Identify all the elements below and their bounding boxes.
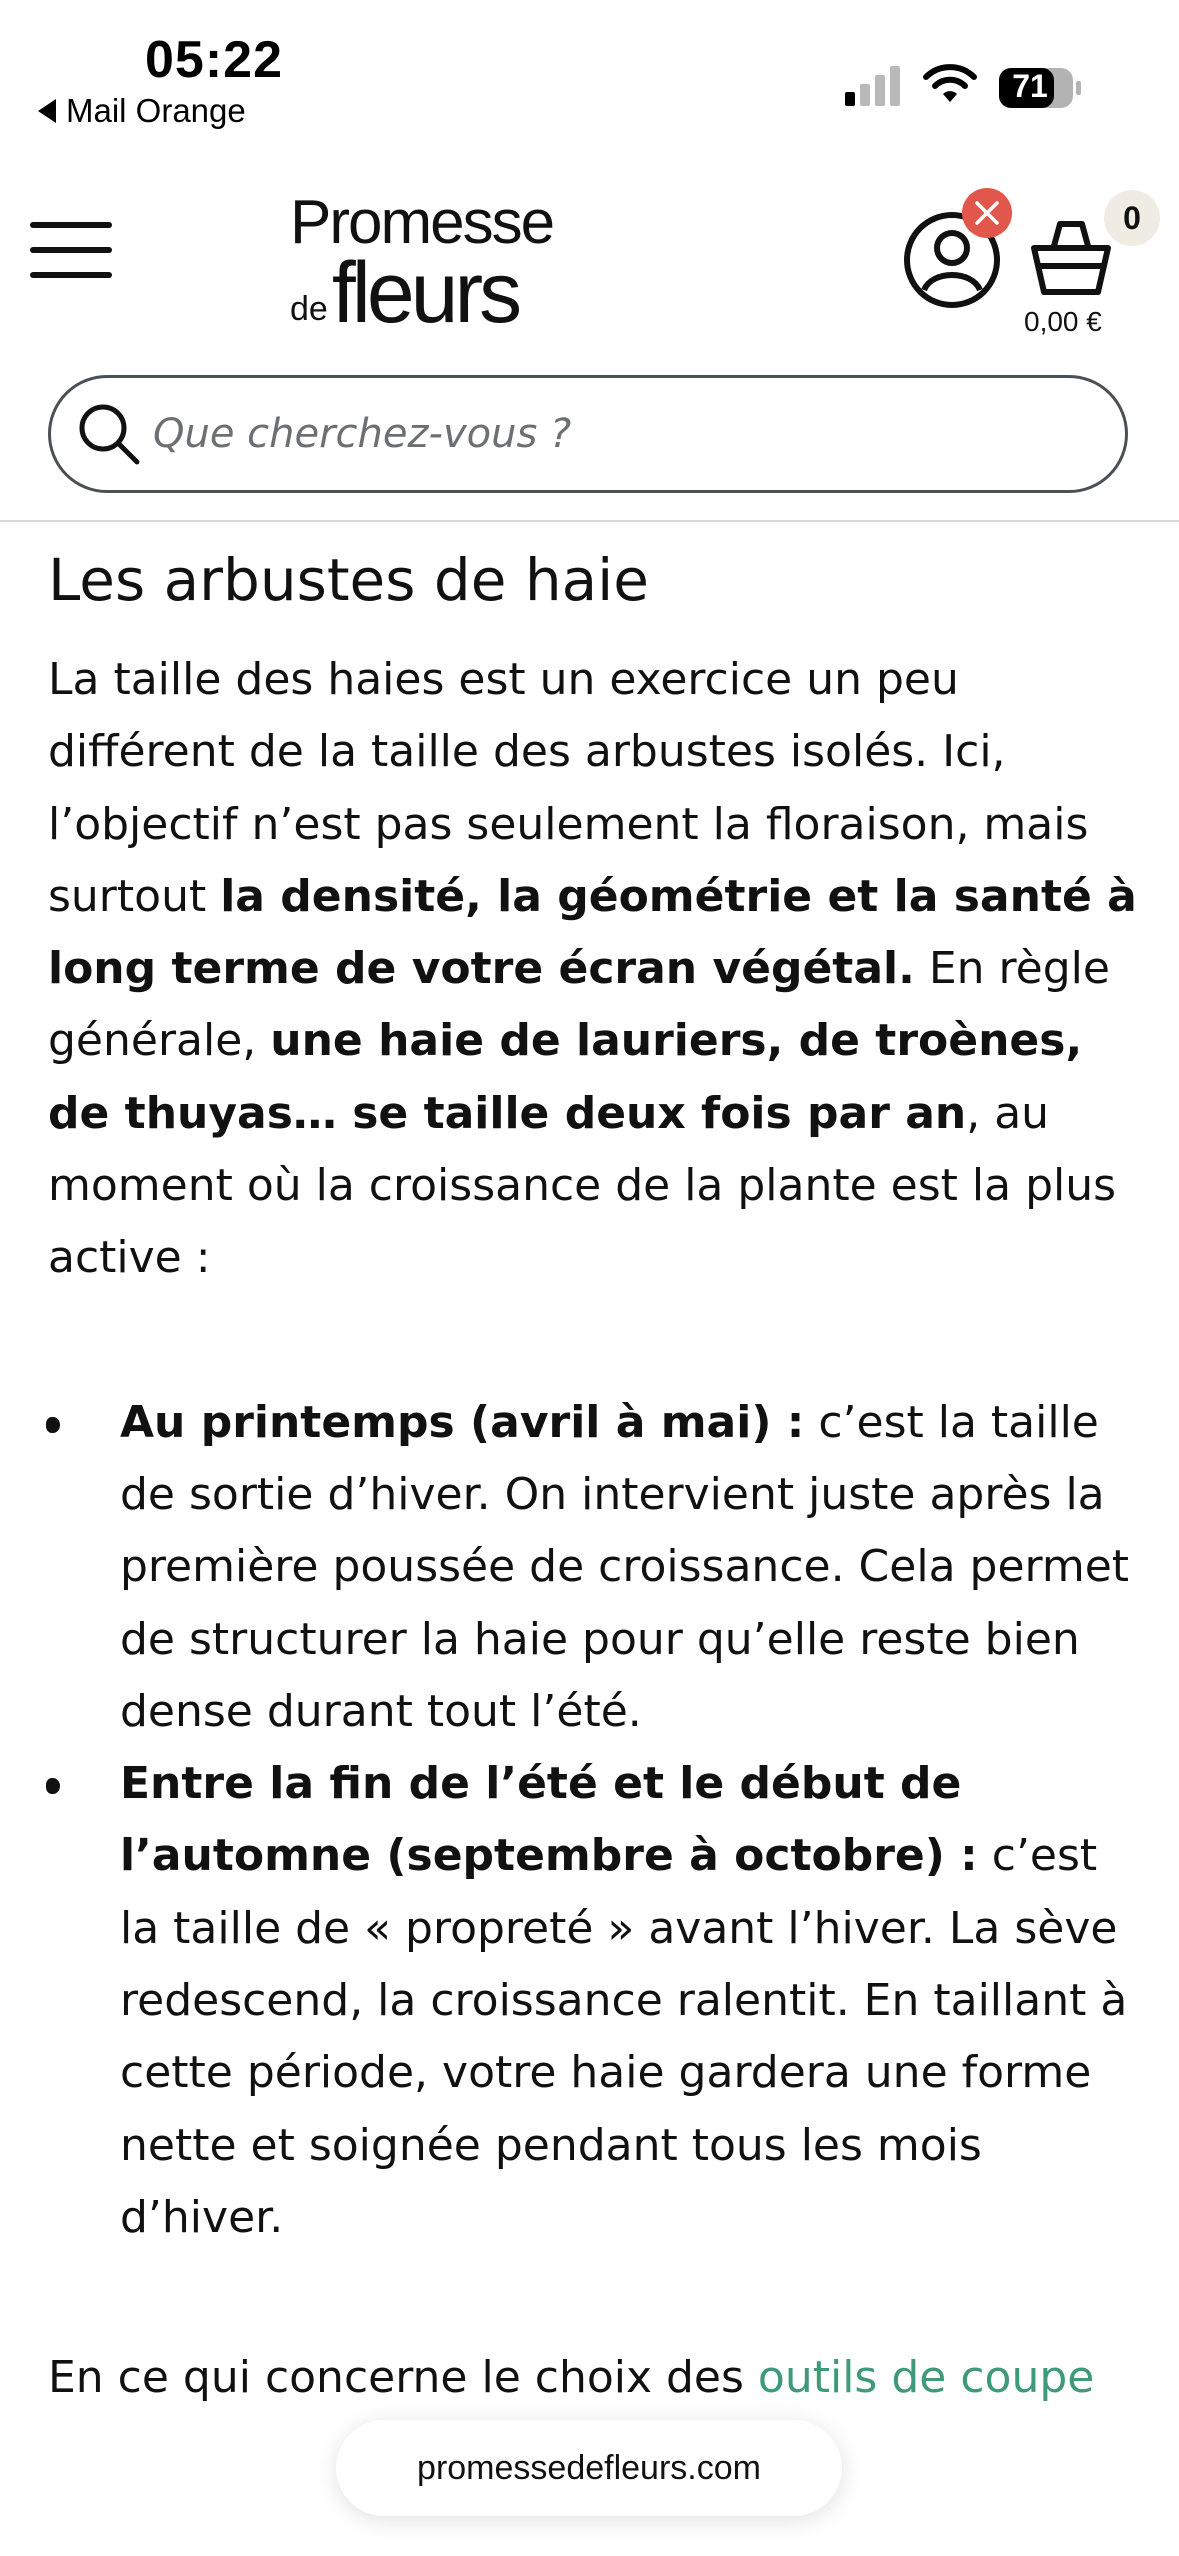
tools-link[interactable]: outils de coupe [757, 2352, 1095, 2403]
article-content [48, 520, 1148, 2254]
back-to-app-link[interactable] [38, 92, 246, 130]
intro-paragraph [48, 644, 1148, 1295]
list-item-text: c’est la taille de « propreté » avant l’hiver. La sève redescend, la croissance ralentit. En taillant à cette période, votre haie gardera une forme nette et soignée pendant tous les mois d’hiver. [120, 1830, 1128, 2243]
bullet-dot-icon [46, 1778, 60, 1794]
para-text-3: , au moment où la croissance de la plante est la plus active : [48, 1087, 1117, 1284]
list-item-bold: Au printemps (avril à mai) : [120, 1396, 805, 1448]
wifi-icon [922, 62, 978, 104]
shopping-basket-icon[interactable] [1030, 218, 1112, 298]
back-triangle-icon [38, 99, 56, 123]
browser-url-bar[interactable]: promessedefleurs.com [336, 2420, 842, 2516]
list-item-text: c’est la taille de sortie d’hiver. On intervient juste après la première poussée de croissance. Cela permet de structurer la haie pour qu’elle reste bien dense durant tout l’été. [120, 1396, 1130, 1737]
logo-text-de: de [290, 290, 328, 328]
search-bar[interactable] [48, 375, 1128, 493]
search-input[interactable] [151, 410, 1055, 458]
para-text-1: La taille des haies est un exercice un peu différent de la taille des arbustes isolés. Ici, l’objectif n’est pas seulement la floraison, mais surtout [48, 654, 1089, 922]
hamburger-menu-icon[interactable] [30, 220, 112, 280]
search-icon [77, 402, 141, 466]
logo-text-top: Promesse [290, 188, 554, 257]
bullet-dot-icon [46, 1417, 60, 1433]
cart-total-price: 0,00 € [1024, 306, 1102, 337]
logo-text-fleurs: fleurs [331, 245, 519, 341]
status-time: 05:22 [145, 31, 283, 89]
cellular-signal-icon [845, 64, 905, 106]
battery-percent: 71 [1012, 68, 1048, 104]
battery-indicator [998, 66, 1082, 115]
site-logo[interactable] [290, 188, 554, 341]
para-text-2: En règle générale, [48, 943, 1110, 1067]
cart-count-badge: 0 [1104, 190, 1160, 246]
cut-line-text: En ce qui concerne le choix des [48, 2352, 758, 2403]
list-item-bold: Entre la fin de l’été et le début de l’automne (septembre à octobre) : [120, 1758, 978, 1882]
para-bold-2: une haie de lauriers, de troènes, de thuyas… se taille deux fois par an [48, 1015, 1083, 1139]
partially-visible-line [48, 2352, 1148, 2403]
close-x-icon [973, 199, 1001, 227]
list-item [48, 1387, 1148, 1748]
section-heading: Les arbustes de haie [48, 546, 649, 614]
para-bold-1: la densité, la géométrie et la santé à long terme de votre écran végétal. [48, 870, 1137, 995]
pruning-periods-list [48, 1387, 1148, 2255]
back-app-label: Mail Orange [66, 92, 246, 129]
list-item [48, 1748, 1148, 2254]
account-status-badge [962, 188, 1012, 238]
